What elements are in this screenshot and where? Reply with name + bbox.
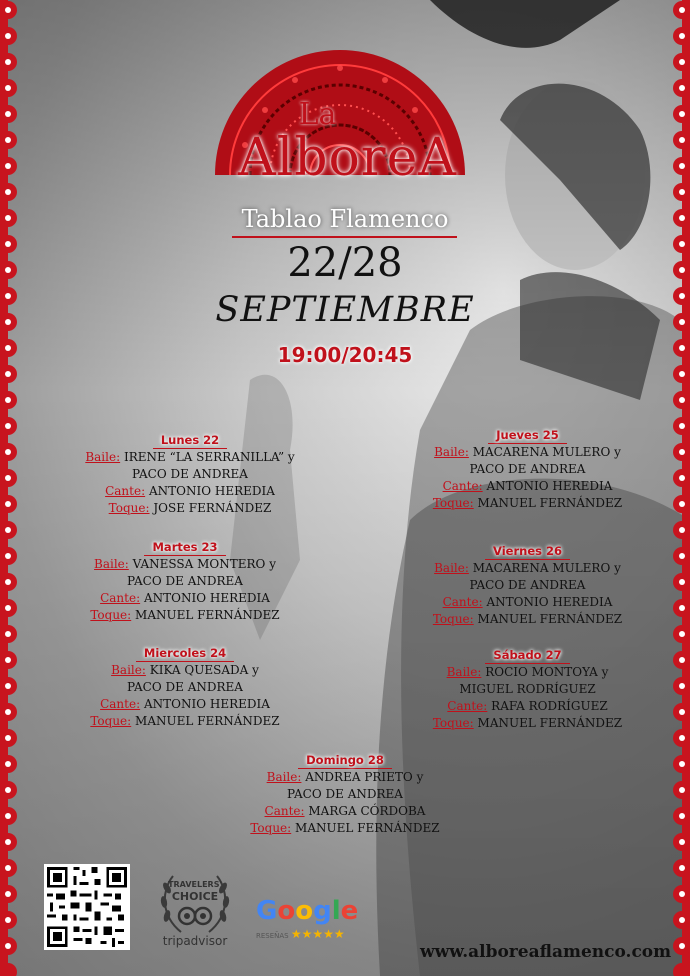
toque-label: Toque:	[250, 821, 292, 835]
toque-artist: MANUEL FERNÁNDEZ	[477, 612, 623, 626]
cante-label: Cante:	[442, 479, 483, 493]
baile-artists-cont: PACO DE ANDREA	[287, 787, 403, 801]
baile-artists: MACARENA MULERO y	[472, 561, 621, 575]
baile-label: Baile:	[94, 557, 129, 571]
toque-label: Toque:	[432, 496, 474, 510]
day-schedule	[415, 540, 640, 628]
cante-artist: ANTONIO HEREDIA	[148, 484, 275, 498]
day-schedule	[70, 429, 310, 517]
event-dates: 22/28	[287, 240, 403, 286]
rating-stars: ★★★★★	[290, 927, 345, 941]
event-time: 19:00/20:45	[277, 343, 413, 367]
choice-label: CHOICE	[171, 890, 219, 903]
toque-label: Toque:	[108, 501, 150, 515]
day-title: Domingo 28	[298, 753, 392, 769]
baile-artists-cont: PACO DE ANDREA	[127, 680, 243, 694]
cante-label: Cante:	[264, 804, 305, 818]
baile-label: Baile:	[446, 665, 482, 679]
tablao-subtitle: Tablao Flamenco	[241, 205, 449, 233]
toque-artist: JOSE FERNÁNDEZ	[153, 501, 272, 515]
google-reviews-label: RESEÑAS	[256, 932, 289, 940]
toque-label: Toque:	[90, 714, 132, 728]
tripadvisor-badge[interactable]	[150, 866, 240, 956]
toque-artist: MANUEL FERNÁNDEZ	[477, 716, 623, 730]
baile-label: Baile:	[85, 450, 121, 464]
baile-artists: MACARENA MULERO y	[472, 445, 621, 459]
cante-artist: ANTONIO HEREDIA	[486, 595, 613, 609]
baile-artists-cont: PACO DE ANDREA	[469, 578, 586, 592]
day-title: Sábado 27	[485, 648, 569, 664]
website-link[interactable]: www.alboreaflamenco.com	[420, 942, 672, 962]
day-schedule	[415, 424, 640, 512]
toque-label: Toque:	[432, 716, 474, 730]
baile-artists: KIKA QUESADA y	[149, 663, 259, 677]
baile-artists-cont: PACO DE ANDREA	[132, 467, 248, 481]
day-title: Martes 23	[144, 540, 225, 556]
google-wordmark: Google	[256, 896, 359, 926]
toque-artist: MANUEL FERNÁNDEZ	[477, 496, 623, 510]
baile-label: Baile:	[266, 770, 302, 784]
baile-artists-cont: PACO DE ANDREA	[469, 462, 586, 476]
qr-code-icon[interactable]	[44, 864, 130, 950]
cante-label: Cante:	[442, 595, 483, 609]
day-schedule	[225, 749, 465, 837]
toque-artist: MANUEL FERNÁNDEZ	[135, 714, 280, 728]
baile-label: Baile:	[111, 663, 146, 677]
baile-artists: ANDREA PRIETO y	[305, 770, 424, 784]
brand-logo	[205, 97, 490, 200]
day-schedule	[70, 536, 300, 624]
cante-artist: ANTONIO HEREDIA	[143, 591, 270, 605]
toque-label: Toque:	[90, 608, 132, 622]
tripadvisor-wordmark: tripadvisor	[162, 934, 228, 948]
baile-artists-cont: PACO DE ANDREA	[127, 574, 243, 588]
google-reviews-badge[interactable]	[256, 896, 366, 946]
cante-label: Cante:	[447, 699, 488, 713]
day-title: Lunes 22	[153, 433, 227, 449]
cante-label: Cante:	[105, 484, 146, 498]
cante-artist: ANTONIO HEREDIA	[143, 697, 270, 711]
cante-label: Cante:	[100, 697, 141, 711]
toque-artist: MANUEL FERNÁNDEZ	[135, 608, 280, 622]
cante-artist: RAFA RODRÍGUEZ	[491, 699, 608, 713]
scalloped-border-left	[0, 0, 26, 976]
baile-artists: VANESSA MONTERO y	[132, 557, 276, 571]
baile-artists-cont: MIGUEL RODRÍGUEZ	[459, 682, 596, 696]
baile-artists: IRENE “LA SERRANILLA” y	[123, 450, 295, 464]
travelers-label: TRAVELERS'	[168, 880, 222, 889]
baile-label: Baile:	[434, 445, 469, 459]
cante-artist: ANTONIO HEREDIA	[486, 479, 613, 493]
brand-prefix: La	[298, 97, 337, 132]
day-schedule	[415, 644, 640, 732]
brand-name: AlboreA	[238, 128, 457, 188]
baile-label: Baile:	[434, 561, 469, 575]
subtitle-underline	[232, 236, 457, 238]
scalloped-border-right	[664, 0, 690, 976]
toque-artist: MANUEL FERNÁNDEZ	[295, 821, 440, 835]
baile-artists: ROCIO MONTOYA y	[485, 665, 609, 679]
day-title: Miercoles 24	[136, 646, 234, 662]
day-title: Viernes 26	[485, 544, 570, 560]
event-month: SEPTIEMBRE	[215, 290, 475, 330]
toque-label: Toque:	[432, 612, 474, 626]
day-title: Jueves 25	[488, 428, 566, 444]
cante-label: Cante:	[100, 591, 141, 605]
cante-artist: MARGA CÓRDOBA	[308, 804, 426, 818]
tripadvisor-owl-icon	[177, 906, 213, 926]
day-schedule	[70, 642, 300, 730]
